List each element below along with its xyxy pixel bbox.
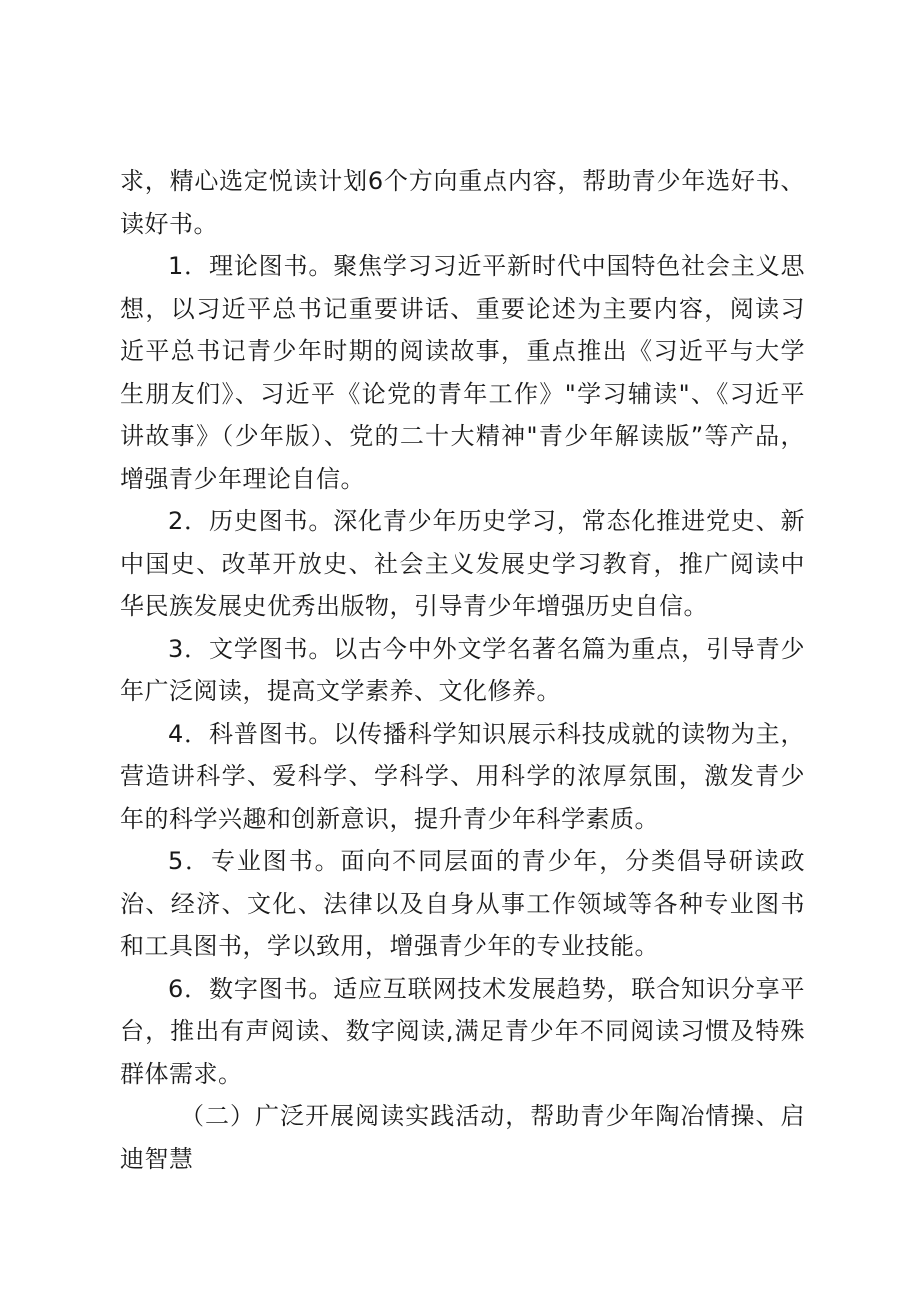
paragraph-digital-books: 6．数字图书。适应互联网技术发展趋势，联合知识分享平台，推出有声阅读、数字阅读,满足青少年不同阅读习惯及特殊群体需求。 <box>120 974 805 1088</box>
paragraph-history-books: 2．历史图书。深化青少年历史学习，常态化推进党史、新中国史、改革开放史、社会主义发展史学习教育，推广阅读中华民族发展史优秀出版物，引导青少年增强历史自信。 <box>120 507 805 620</box>
paragraph-intro-continuation: 求，精心选定悦读计划6个方向重点内容，帮助青少年选好书、读好书。 <box>120 167 805 238</box>
paragraph-literature-books: 3．文学图书。以古今中外文学名著名篇为重点，引导青少年广泛阅读，提高文学素养、文化修养。 <box>120 634 805 705</box>
document-body <box>120 160 805 1180</box>
paragraph-theory-books: 1．理论图书。聚焦学习习近平新时代中国特色社会主义思想，以习近平总书记重要讲话、重要论述为主要内容，阅读习近平总书记青少年时期的阅读故事，重点推出《习近平与大学生朋友们》、习近平《论党的青年工作》"学习辅读"、《习近平讲故事》（少年版）、党的二十大精神"青少年解读版”等产品，增强青少年理论自信。 <box>120 252 805 493</box>
section-heading-reading-activities: （二）广泛开展阅读实践活动，帮助青少年陶冶情操、启迪智慧 <box>120 1102 805 1173</box>
paragraph-professional-books: 5．专业图书。面向不同层面的青少年，分类倡导研读政治、经济、文化、法律以及自身从事工作领域等各种专业图书和工具图书，学以致用，增强青少年的专业技能。 <box>120 847 805 960</box>
paragraph-science-books: 4．科普图书。以传播科学知识展示科技成就的读物为主，营造讲科学、爱科学、学科学、用科学的浓厚氛围，激发青少年的科学兴趣和创新意识，提升青少年科学素质。 <box>120 719 805 833</box>
